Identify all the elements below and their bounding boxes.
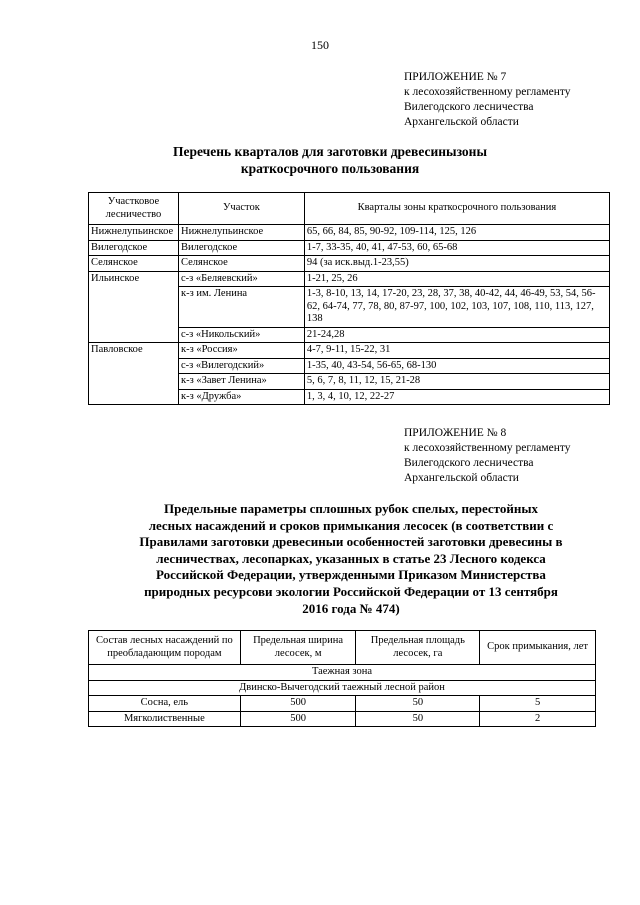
appendix-7-header [404,70,571,130]
table-row [89,696,596,712]
table-header-row [89,193,610,225]
table-cell: 500 [240,696,356,712]
table-cell: Ильинское [89,271,179,343]
table-cell: 50 [356,711,480,727]
column-header: Предельная площадь лесосек, га [356,631,480,665]
table-cell: к-з им. Ленина [178,287,304,328]
appendix-8-line: ПРИЛОЖЕНИЕ № 8 [404,427,507,439]
table-cell: Вилегодское [89,240,179,256]
column-header: Участок [178,193,304,225]
table-cell: Селянское [178,256,304,272]
region-label: Двинско-Вычегодский таежный лесной район [89,680,596,696]
table-cell: Сосна, ель [89,696,241,712]
column-header: Срок примыкания, лет [480,631,596,665]
column-header: Кварталы зоны краткосрочного пользования [304,193,609,225]
table-cell: 21-24,28 [304,327,609,343]
table-cell: 94 (за иск.выд.1-23,55) [304,256,609,272]
appendix-7-line: ПРИЛОЖЕНИЕ № 7 [404,71,507,83]
table-cell: 1-35, 40, 43-54, 56-65, 68-130 [304,358,609,374]
table-row [89,711,596,727]
table-cell: 4-7, 9-11, 15-22, 31 [304,343,609,359]
table-row [89,343,610,359]
table-cell: Нижнелупьинское [89,225,179,241]
table-cell: 65, 66, 84, 85, 90-92, 109-114, 125, 126 [304,225,609,241]
quarters-table [88,192,610,405]
table-row [89,225,610,241]
table-2-title-line: лесных насаждений и сроков примыкания лесосек (в соответствии с [148,517,554,533]
table-2-title-line: 2016 года № 474) [302,600,400,616]
table-cell: к-з «Дружба» [178,389,304,405]
appendix-8-line: к лесохозяйственному регламенту [404,442,571,454]
clearcut-parameters-table [88,630,596,727]
appendix-7-line: к лесохозяйственному регламенту [404,86,571,98]
table-2-title-line: Правилами заготовки древесиныи особенностей заготовки древесины в [139,534,563,550]
table-cell: к-з «Завет Ленина» [178,374,304,390]
table-cell: 5, 6, 7, 8, 11, 12, 15, 21-28 [304,374,609,390]
table-2-title-line: природных ресурсови экологии Российской Федерации от 13 сентября [144,583,558,599]
table-cell: Нижнелупьинское [178,225,304,241]
page-number: 150 [311,38,329,52]
table-2-title-line: лесничествах, лесопарках, указанных в статье 23 Лесного кодекса [156,550,546,566]
table-cell: 1-21, 25, 26 [304,271,609,287]
region-row [89,680,596,696]
table-cell: с-з «Вилегодский» [178,358,304,374]
table-2-title-line: Предельные параметры сплошных рубок спелых, перестойных [163,501,539,516]
zone-row [89,665,596,681]
table-cell: 1, 3, 4, 10, 12, 22-27 [304,389,609,405]
column-header: Предельная ширина лесосек, м [240,631,356,665]
table-cell: 1-7, 33-35, 40, 41, 47-53, 60, 65-68 [304,240,609,256]
table-row [89,240,610,256]
table-1-title-line: краткосрочного пользования [240,161,420,176]
zone-label: Таежная зона [89,665,596,681]
appendix-8-line: Вилегодского лесничества [404,457,534,469]
table-cell: 5 [480,696,596,712]
table-cell: с-з «Никольский» [178,327,304,343]
table-cell: Селянское [89,256,179,272]
table-cell: Павловское [89,343,179,405]
table-cell: к-з «Россия» [178,343,304,359]
table-cell: 1-3, 8-10, 13, 14, 17-20, 23, 28, 37, 38, 40-42, 44, 46-49, 53, 54, 56-62, 64-74, 77, 78, 80, 87-97, 100, 102, 103, 107, 108, 110, 113, 127, 138 [304,287,609,328]
table-cell: 2 [480,711,596,727]
table-2-title [92,501,610,617]
table-cell: с-з «Беляевский» [178,271,304,287]
table-1-title-line: Перечень кварталов для заготовки древесинызоны [172,144,487,159]
appendix-8-line: Архангельской области [404,472,519,484]
table-row [89,271,610,287]
appendix-7-line: Вилегодского лесничества [404,101,534,113]
table-cell: Вилегодское [178,240,304,256]
table-cell: 50 [356,696,480,712]
table-2-title-line: Российской Федерации, утвержденными Приказом Министерства [156,567,546,583]
table-cell: Мягколиственные [89,711,241,727]
table-row [89,256,610,272]
appendix-7-line: Архангельской области [404,116,519,128]
table-cell: 500 [240,711,356,727]
column-header: Состав лесных насаждений по преобладающим породам [89,631,241,665]
table-1-title [150,143,510,177]
appendix-8-header [404,426,571,486]
column-header: Участковое лесничество [89,193,179,225]
table-header-row [89,631,596,665]
